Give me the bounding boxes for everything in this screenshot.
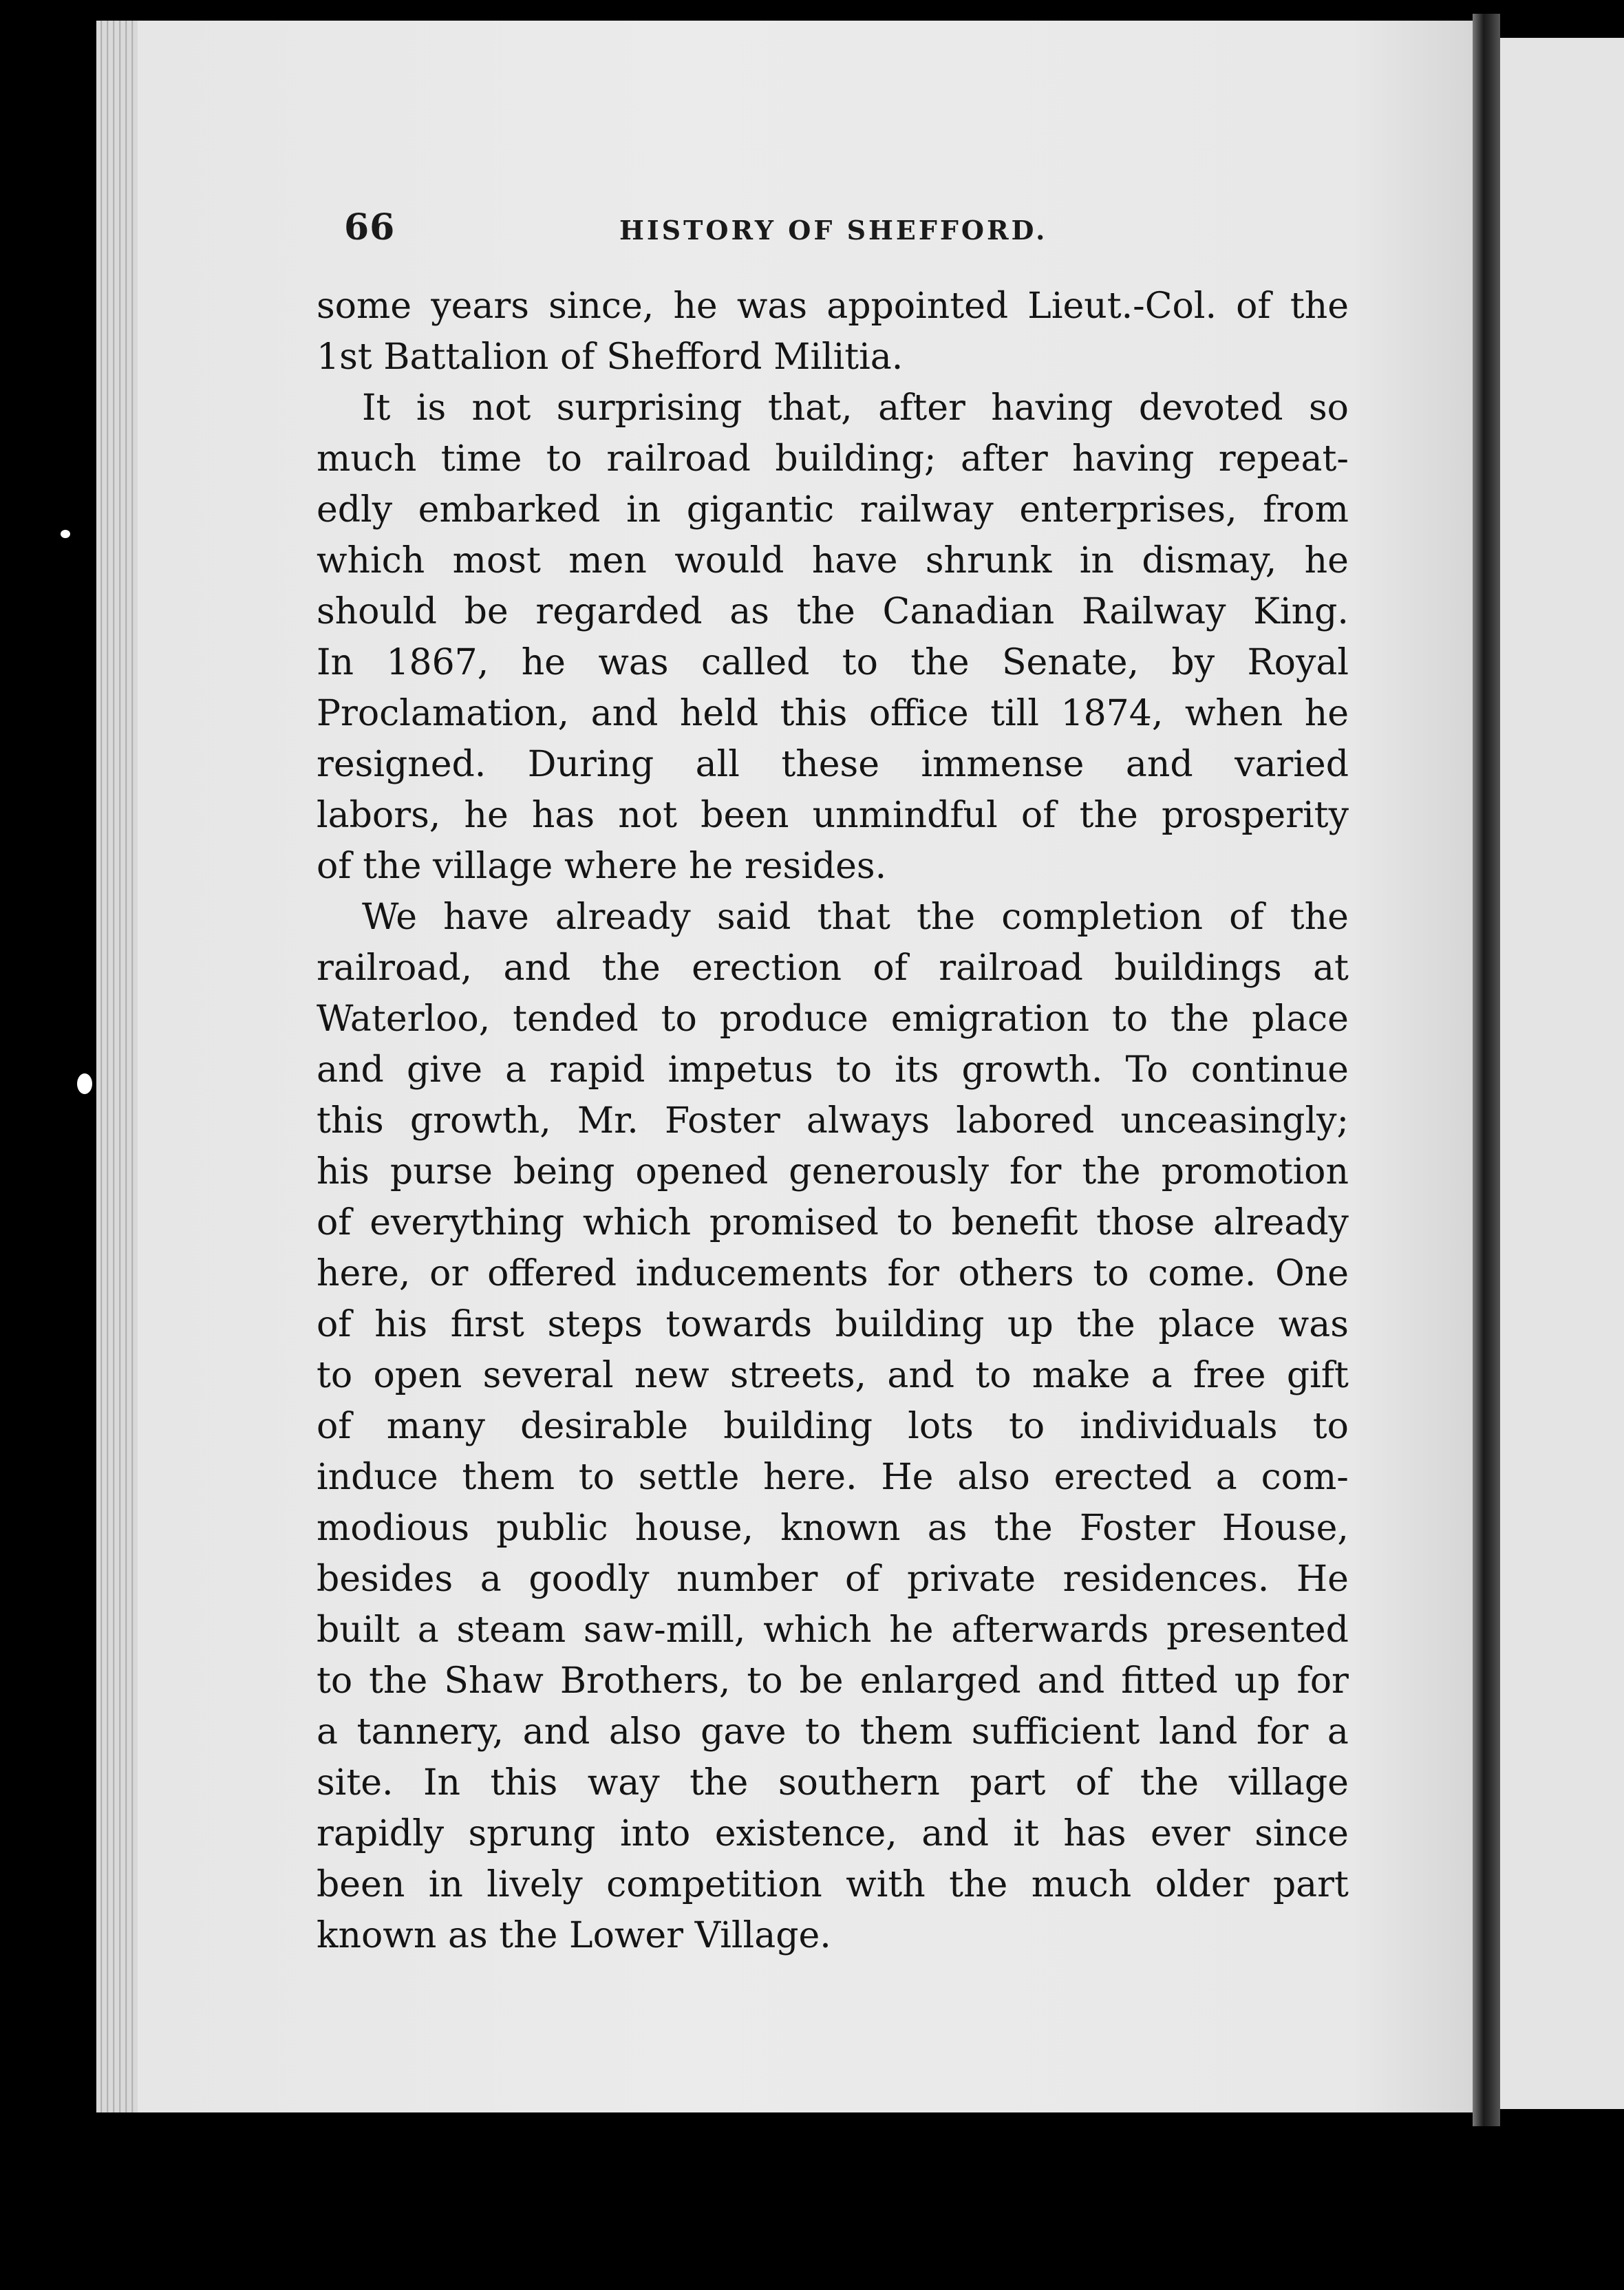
text-line: site. In this way the southern part of the village (317, 1762, 1349, 1804)
text-line: labors, he has not been unmindful of the prosperity (317, 795, 1349, 836)
text-line: of the village where he resides. (317, 846, 887, 887)
text-line: Proclamation, and held this office till 1874, when he (317, 693, 1349, 734)
text-line: besides a goodly number of private residences. He (317, 1559, 1349, 1600)
text-line: of everything which promised to benefit those already (317, 1202, 1349, 1243)
text-line: much time to railroad building; after having repeat- (317, 438, 1349, 480)
page-header (344, 206, 1335, 261)
text-line: this growth, Mr. Foster always labored unceasingly; (317, 1100, 1349, 1142)
book-gutter (1473, 14, 1500, 2126)
text-line: 1st Battalion of Shefford Militia. (317, 336, 904, 378)
text-line: known as the Lower Village. (317, 1915, 831, 1956)
text-line: should be regarded as the Canadian Railway King. (317, 591, 1349, 632)
text-line: of many desirable building lots to individuals to (317, 1406, 1349, 1447)
text-line: modious public house, known as the Foster House, (317, 1508, 1349, 1549)
running-title: HISTORY OF SHEFFORD. (619, 215, 1048, 246)
text-line: of his first steps towards building up the place was (317, 1304, 1349, 1345)
body-text (317, 281, 1349, 1961)
scan-speck (77, 1073, 92, 1094)
text-line: to open several new streets, and to make a free gift (317, 1355, 1349, 1396)
text-line: Waterloo, tended to produce emigration to the place (317, 998, 1349, 1040)
text-line: his purse being opened generously for the promotion (317, 1151, 1349, 1192)
text-line: and give a rapid impetus to its growth. To continue (317, 1049, 1349, 1091)
text-line: a tannery, and also gave to them sufficient land for a (317, 1711, 1349, 1753)
paragraph (317, 892, 1349, 1961)
paragraph (317, 383, 1349, 892)
text-line: It is not surprising that, after having devoted so (362, 387, 1349, 429)
text-line: built a steam saw-mill, which he afterwards presented (317, 1609, 1349, 1651)
text-line: resigned. During all these immense and varied (317, 744, 1349, 785)
text-line: induce them to settle here. He also erected a com- (317, 1457, 1349, 1498)
facing-page-edge (1500, 38, 1624, 2109)
text-line: which most men would have shrunk in dismay, he (317, 540, 1349, 581)
text-line: edly embarked in gigantic railway enterprises, from (317, 489, 1349, 531)
text-line: We have already said that the completion of the (362, 897, 1349, 938)
text-line: some years since, he was appointed Lieut.-Col. of the (317, 286, 1349, 327)
scan-speck (61, 530, 70, 538)
text-line: been in lively competition with the much older part (317, 1864, 1349, 1905)
text-line: railroad, and the erection of railroad buildings at (317, 948, 1349, 989)
text-line: to the Shaw Brothers, to be enlarged and fitted up for (317, 1660, 1349, 1702)
page-number: 66 (344, 206, 396, 248)
text-line: here, or offered inducements for others to come. One (317, 1253, 1349, 1294)
text-line: rapidly sprung into existence, and it has ever since (317, 1813, 1349, 1854)
text-line: In 1867, he was called to the Senate, by Royal (317, 642, 1349, 683)
paragraph (317, 281, 1349, 383)
